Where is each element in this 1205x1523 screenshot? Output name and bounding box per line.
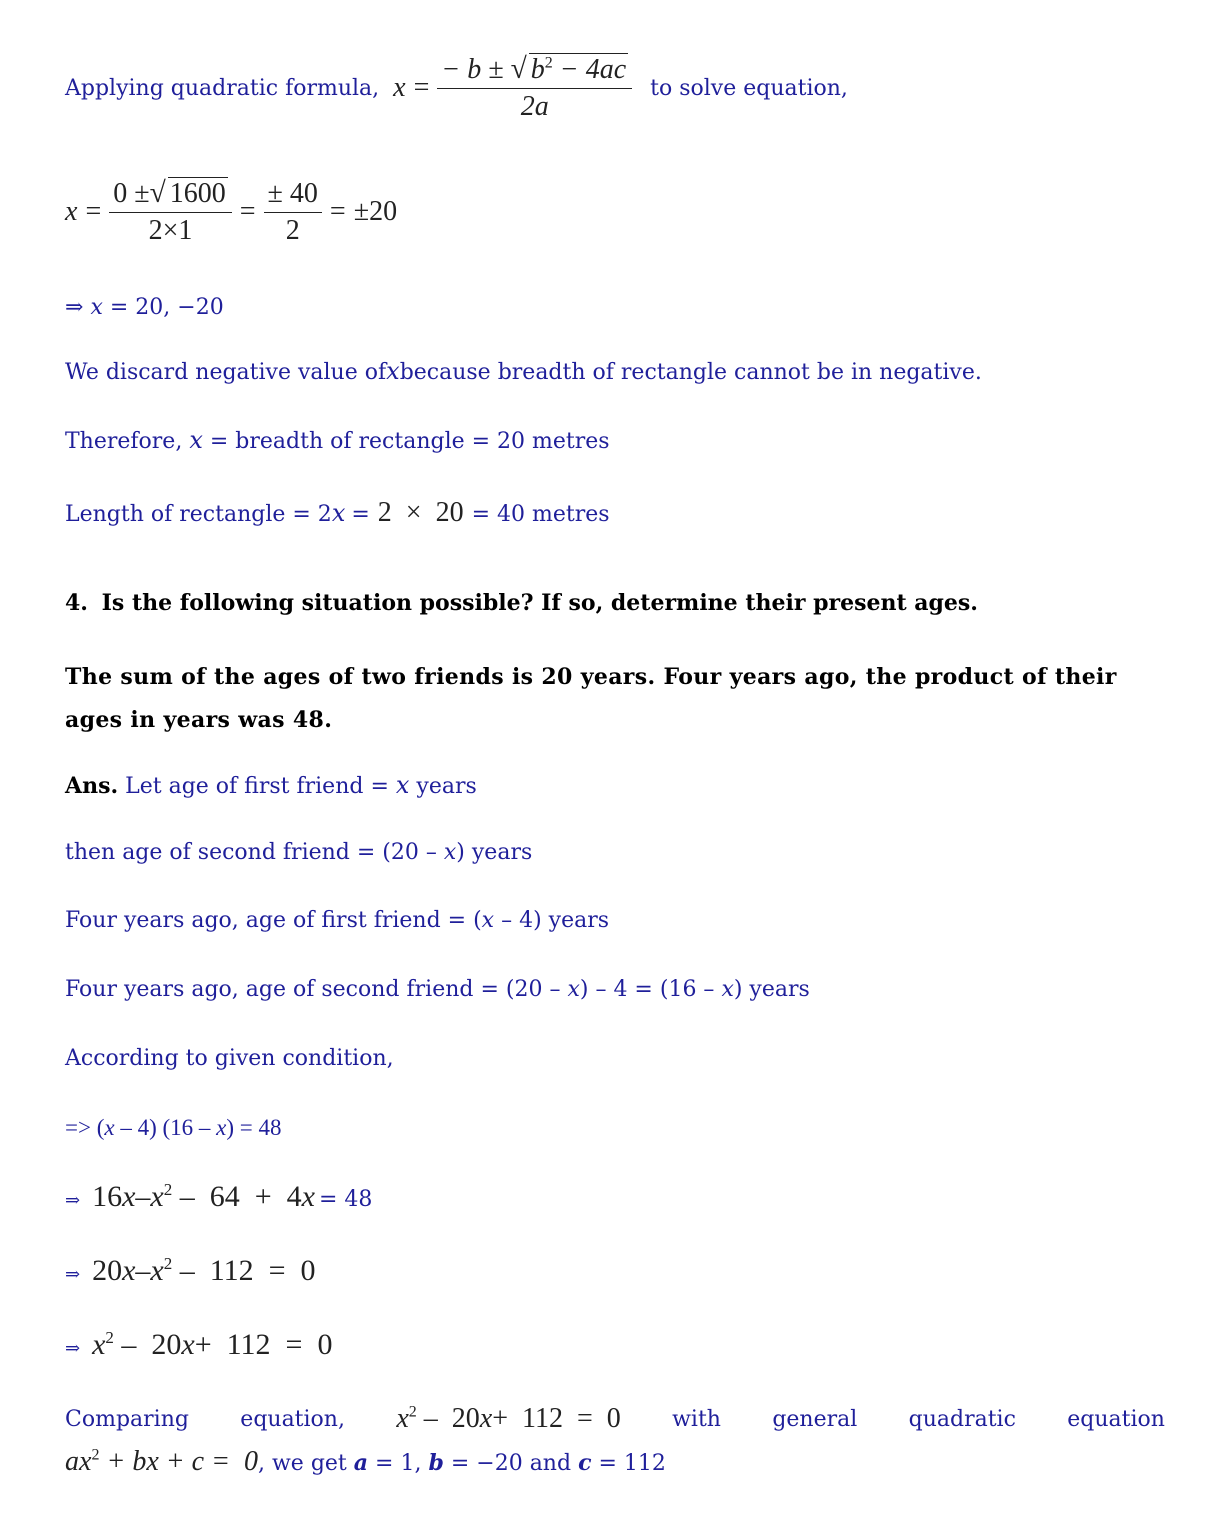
equals-sign: = xyxy=(329,196,346,227)
minus-sign: – xyxy=(135,1180,151,1213)
denominator-2a: 2a xyxy=(520,91,549,122)
equation-3-math xyxy=(92,1328,332,1362)
zero-plus-minus: 0 ± xyxy=(113,178,150,209)
exponent-2: 2 xyxy=(163,1180,173,1199)
question-title-text: Is the following situation possible? If so, determine their present ages. xyxy=(101,590,978,616)
var-x: x xyxy=(104,1115,115,1140)
fraction-40 xyxy=(264,178,322,247)
quadratic-formula xyxy=(393,53,632,123)
answer-text-b: years xyxy=(416,774,477,799)
var-x: x xyxy=(92,1328,106,1361)
var-b: b xyxy=(428,1450,444,1476)
var-x: x xyxy=(65,196,78,227)
first-friend-ago-line xyxy=(65,908,609,933)
s2-text-a: then age of second friend = (20 – xyxy=(65,840,437,865)
second-friend-ago-line xyxy=(65,977,810,1002)
answer-line xyxy=(65,771,477,799)
numerator-1600 xyxy=(109,177,232,213)
denominator-2x1: 2×1 xyxy=(148,215,193,246)
x-values: = 20, −20 xyxy=(109,295,224,320)
implies-arrow-icon: ⇒ xyxy=(65,295,84,320)
c-value: = 112 xyxy=(598,1451,666,1476)
comparing-line xyxy=(65,1398,1165,1440)
equals-sign: = xyxy=(239,196,256,227)
exponent-2: 2 xyxy=(544,54,553,72)
s6-text-b: – 4) (16 – xyxy=(120,1115,211,1140)
therefore-text: Therefore, xyxy=(65,429,183,454)
a-value: = 1, xyxy=(375,1451,422,1476)
comparing-equation-math xyxy=(396,1403,620,1435)
var-x: x xyxy=(393,72,406,103)
b-value: = −20 and xyxy=(450,1451,572,1476)
word-equation-2: equation xyxy=(1067,1406,1165,1432)
s3-text-b: – 4) years xyxy=(501,908,610,933)
minus-sign: – xyxy=(135,1254,151,1287)
var-x: x xyxy=(481,908,495,933)
equation-3 xyxy=(65,1328,332,1362)
condition-equation-line xyxy=(65,1115,282,1141)
var-x: x xyxy=(90,295,103,320)
var-x: x xyxy=(150,1254,164,1287)
text-to-solve: to solve equation, xyxy=(650,75,848,101)
equation-2-math xyxy=(92,1254,315,1288)
s6-text-c: ) = 48 xyxy=(226,1115,282,1140)
coef-minus-20: – 20 xyxy=(423,1403,480,1434)
length-text: Length of rectangle = 2 xyxy=(65,502,332,527)
word-comparing: Comparing xyxy=(65,1406,189,1432)
var-x: x xyxy=(181,1328,195,1361)
var-x: x xyxy=(396,1403,409,1434)
var-c: c xyxy=(578,1450,592,1476)
var-x: x xyxy=(216,1115,227,1140)
var-x: x xyxy=(479,1403,493,1434)
x-values-line xyxy=(65,295,224,320)
length-line xyxy=(65,497,610,529)
var-x: x xyxy=(395,771,410,799)
e2-rest: – 112 = 0 xyxy=(179,1254,316,1287)
general-equation-math xyxy=(65,1446,258,1478)
radical-sign-icon: √ xyxy=(149,177,166,209)
equation-1-math xyxy=(92,1180,315,1214)
exponent-2: 2 xyxy=(408,1403,417,1421)
quadratic-formula-line xyxy=(65,40,848,136)
formula-fraction xyxy=(437,53,632,123)
var-x: x xyxy=(189,426,203,454)
coef-minus-20: – 20 xyxy=(121,1328,182,1361)
e1-rest: – 64 + 4 xyxy=(179,1180,302,1213)
var-x: x xyxy=(122,1180,136,1213)
var-x: x xyxy=(122,1254,136,1287)
exponent-2: 2 xyxy=(163,1254,173,1273)
s4-text-c: ) years xyxy=(733,977,810,1002)
var-x: x xyxy=(443,840,457,865)
word-quadratic: quadratic xyxy=(908,1406,1016,1432)
discard-text-a: We discard negative value of xyxy=(65,360,387,385)
answer-label: Ans. xyxy=(65,773,119,799)
equals-sign: = xyxy=(351,502,370,527)
equals-48: = 48 xyxy=(319,1187,373,1212)
implies-arrow-icon: ⇒ xyxy=(65,1190,81,1211)
exponent-2: 2 xyxy=(105,1328,114,1347)
s6-text-a: => ( xyxy=(65,1115,105,1140)
s4-text-a: Four years ago, age of second friend = (20 – xyxy=(65,977,561,1002)
s3-text-a: Four years ago, age of first friend = ( xyxy=(65,908,482,933)
numerator-40: ± 40 xyxy=(264,178,322,213)
term-ax: ax xyxy=(65,1446,92,1477)
text-applying: Applying quadratic formula, xyxy=(65,75,380,101)
breadth-line xyxy=(65,426,610,454)
discard-text-b: because breadth of rectangle cannot be in negative. xyxy=(399,360,982,385)
question-number: 4. xyxy=(65,590,88,616)
question-4-body: The sum of the ages of two friends is 20 years. Four years ago, the product of their ages in years was 48. xyxy=(65,664,1117,733)
discard-negative-line xyxy=(65,357,982,385)
condition-line: According to given condition, xyxy=(65,1046,394,1071)
var-x: x xyxy=(331,499,346,527)
word-general: general xyxy=(772,1406,858,1432)
word-with: with xyxy=(672,1406,721,1432)
var-x: x xyxy=(386,357,400,385)
breadth-text: = breadth of rectangle = 20 metres xyxy=(209,429,610,454)
second-friend-line xyxy=(65,840,532,865)
answer-text-a: Let age of first friend = xyxy=(125,774,389,799)
coefficients-text xyxy=(258,1450,666,1476)
implies-arrow-icon: ⇒ xyxy=(65,1264,81,1285)
length-result: = 40 metres xyxy=(471,502,610,527)
equation-2 xyxy=(65,1254,316,1288)
var-x: x xyxy=(301,1180,315,1213)
var-x: x xyxy=(150,1180,164,1213)
solution-fraction-line xyxy=(65,168,397,256)
cmp-rest: + 112 = 0 xyxy=(492,1403,621,1434)
we-get-text: , we get xyxy=(257,1451,347,1476)
two-times-twenty: 2 × 20 xyxy=(377,497,464,528)
general-equation-line xyxy=(65,1446,666,1478)
exponent-2: 2 xyxy=(91,1446,100,1464)
denominator-2: 2 xyxy=(285,214,300,246)
s2-text-b: ) years xyxy=(456,840,533,865)
s4-text-b: ) – 4 = (16 – xyxy=(579,977,715,1002)
result-plus-minus-20: ±20 xyxy=(353,196,398,227)
coef-20: 20 xyxy=(92,1254,123,1287)
var-a: a xyxy=(353,1450,369,1476)
equation-1 xyxy=(65,1180,372,1214)
radicand-b: b xyxy=(530,54,545,85)
radicand-4ac: − 4ac xyxy=(559,54,627,85)
formula-denominator xyxy=(521,89,549,123)
radicand-1600: 1600 xyxy=(169,178,226,209)
equals-sign: = xyxy=(85,196,102,227)
e3-rest: + 112 = 0 xyxy=(194,1328,333,1361)
radicand xyxy=(529,53,628,86)
radical-sign-icon: √ xyxy=(510,53,527,85)
question-4-title xyxy=(65,590,978,616)
term-bx-c: + bx + c = 0 xyxy=(106,1446,258,1477)
word-equation: equation, xyxy=(240,1406,345,1432)
equals-sign: = xyxy=(413,72,430,103)
implies-arrow-icon: ⇒ xyxy=(65,1338,81,1359)
coef-16: 16 xyxy=(92,1180,123,1213)
var-x: x xyxy=(567,977,580,1002)
var-x: x xyxy=(721,977,734,1002)
numerator-minus-b: − b ± xyxy=(441,54,504,85)
formula-numerator xyxy=(437,53,632,89)
fraction-1600 xyxy=(109,177,232,247)
